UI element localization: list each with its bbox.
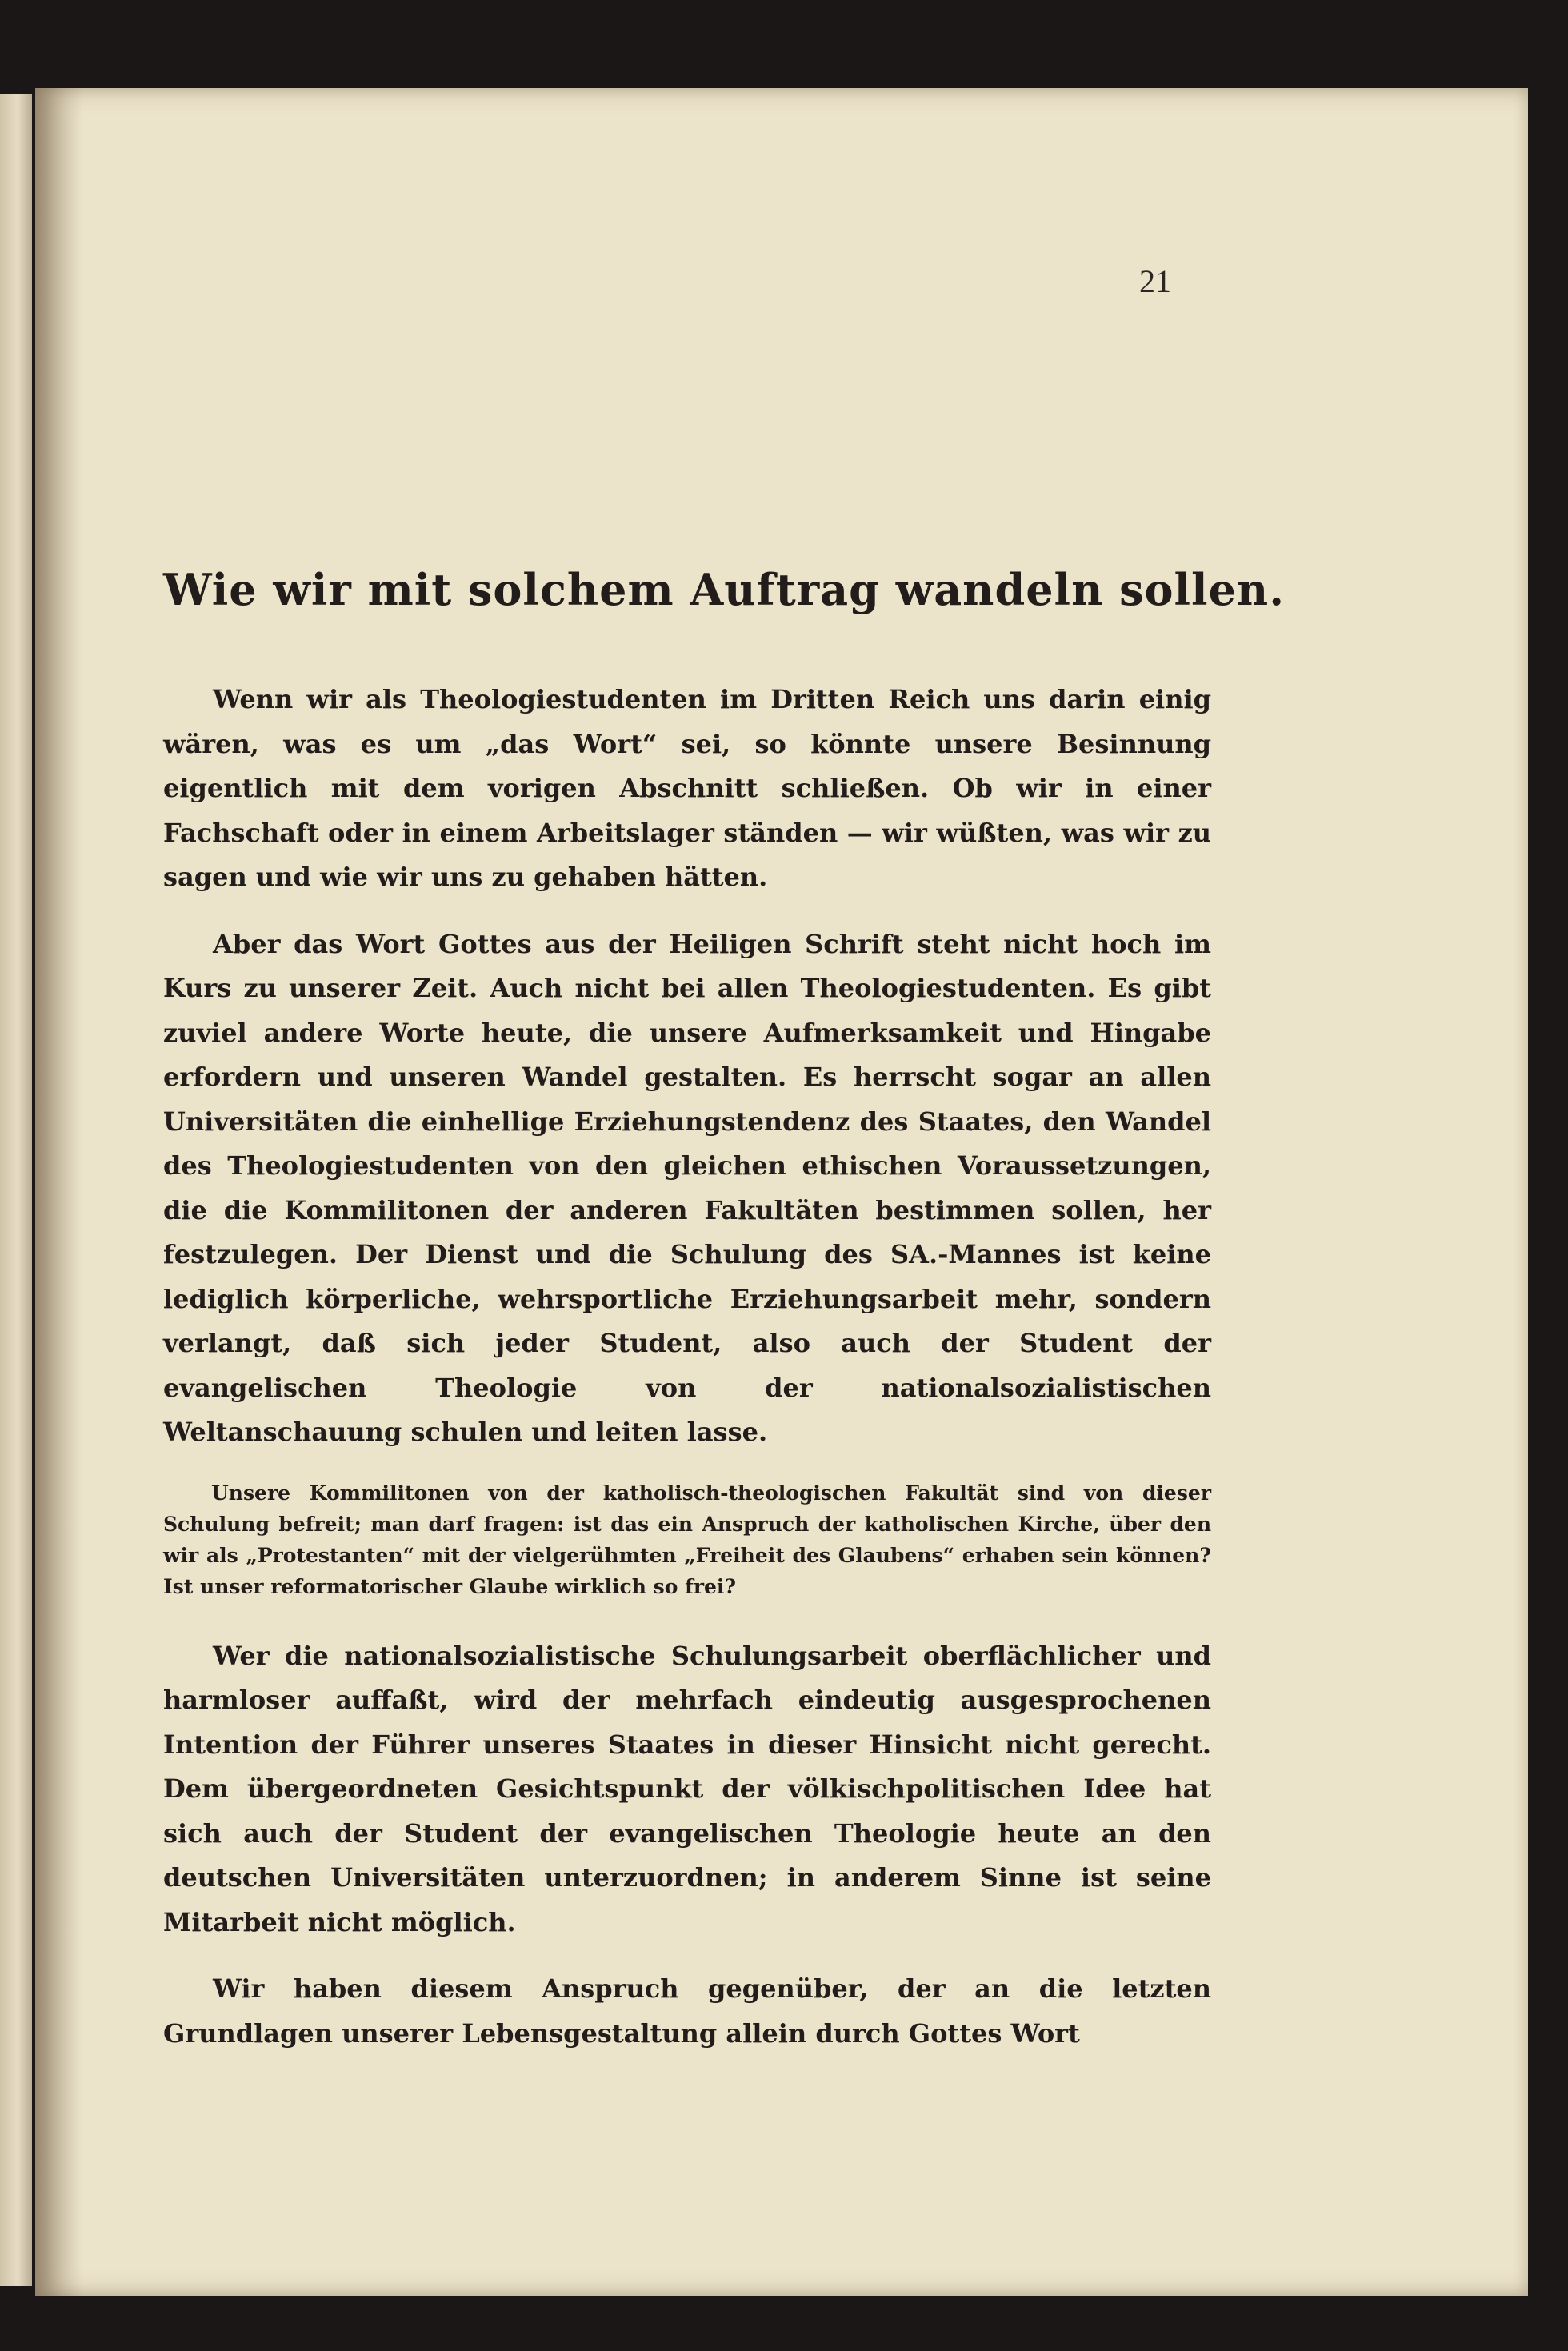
- paragraph-4: Wir haben diesem Anspruch gegenüber, der an die letzten Grundlagen unserer Lebensgestaltung allein durch Gottes Wort: [163, 1973, 1211, 2049]
- book-page: [35, 88, 1528, 2296]
- section-heading: Wie wir mit solchem Auftrag wandeln sollen.: [163, 564, 1285, 615]
- page-number: 21: [1139, 263, 1171, 299]
- page-body: [163, 472, 1285, 2078]
- small-print-note: Unsere Kommilitonen von der katholisch-theologischen Fakultät sind von dieser Schulung befreit; man darf fragen: ist das ein Anspruch der katholischen Kirche, über den wir als „Protestanten“ mit der vielgerühmten „Freiheit des Glaubens“ erhaben sein können? Ist unser reformatorischer Glaube wirklich so frei?: [163, 1481, 1211, 1598]
- previous-page-edge: [0, 94, 32, 2286]
- page-gutter-shadow: [35, 88, 83, 2296]
- paragraph-1: Wenn wir als Theologiestudenten im Dritten Reich uns darin einig wären, was es um „das Wort“ sei, so könnte unsere Besinnung eigentlich mit dem vorigen Abschnitt schließen. Ob wir in einer Fachschaft oder in einem Arbeitslager ständen — wir wüßten, was wir zu sagen und wie wir uns zu gehaben hätten.: [163, 684, 1211, 892]
- paragraph-3: Wer die nationalsozialistische Schulungsarbeit oberflächlicher und harmloser auffaßt, wird der mehrfach eindeutig ausgesprochenen Intention der Führer unseres Staates in dieser Hinsicht nicht gerecht. Dem übergeordneten Gesichtspunkt der völkischpolitischen Idee hat sich auch der Student der evangelischen Theologie heute an den deutschen Universitäten unterzuordnen; in anderem Sinne ist seine Mitarbeit nicht möglich.: [163, 1640, 1211, 1937]
- paragraph-2: Aber das Wort Gottes aus der Heiligen Schrift steht nicht hoch im Kurs zu unserer Zeit. Auch nicht bei allen Theologiestudenten. Es gibt zuviel andere Worte heute, die unsere Aufmerksamkeit und Hingabe erfordern und unseren Wandel gestalten. Es herrscht sogar an allen Universitäten die einhellige Erziehungstendenz des Staates, den Wandel des Theologiestudenten von den gleichen ethischen Voraussetzungen, die die Kommilitonen der anderen Fakultäten bestimmen sollen, her festzulegen. Der Dienst und die Schulung des SA.-Mannes ist keine lediglich körperliche, wehrsportliche Erziehungsarbeit mehr, sondern verlangt, daß sich jeder Student, also auch der Student der evangelischen Theologie von der nationalsozialistischen Weltanschauung schulen und leiten lasse.: [163, 928, 1211, 1447]
